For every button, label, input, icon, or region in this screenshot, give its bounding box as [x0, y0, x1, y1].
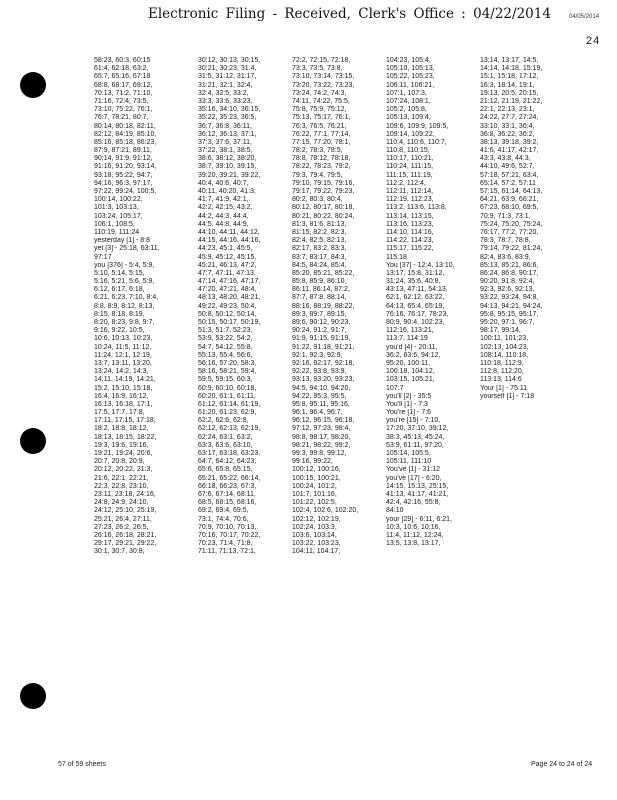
index-line: 73:10, 73:14, 73:15, — [292, 73, 355, 81]
index-line: 79:10, 79:15, 79:16, — [292, 179, 355, 187]
index-line: 82:4, 83:6, 83:9, — [480, 253, 531, 261]
index-line: 81:3, 81:6, 81:13, — [292, 220, 347, 228]
index-line: 107:1, 107:3, — [386, 89, 427, 97]
index-line: 79:14, 79:22, 81:24, — [480, 245, 543, 253]
index-line: 100:11, 101:23, — [480, 335, 529, 343]
index-line: yesterday [1] - 8:8 — [94, 237, 151, 245]
filing-header: Electronic Filing - Received, Clerk's Office : 04/22/2014 — [148, 6, 551, 22]
index-line: 17:20, 37:10, 39:12, — [386, 425, 449, 433]
index-line: 13:17, 15:8, 31:12, — [386, 269, 445, 277]
index-column-3 — [292, 57, 392, 556]
index-line: 73:1, 74:4, 70:6, — [198, 515, 249, 523]
index-line: 23:11, 23:18, 24:16, — [94, 490, 156, 498]
index-line: 30:1, 30:7, 30:8, — [94, 548, 145, 556]
index-line: 76:7, 78:21, 80:7, — [94, 114, 149, 122]
index-line: 42:2, 42:15, 43:2, — [198, 204, 253, 212]
index-column-5 — [480, 57, 580, 401]
index-line: 90:20, 91:8, 92:4, — [480, 278, 535, 286]
index-line: 79:17, 79:22, 79:23, — [292, 188, 355, 195]
index-line: 68:5, 68:15, 68:16, — [198, 499, 257, 507]
index-line: 108:14, 110:18, — [480, 351, 529, 359]
index-line: 105:13, 109:4, — [386, 114, 431, 122]
index-line: 19:3, 19:6, 19:16, — [94, 441, 149, 449]
index-line: 115:18 — [386, 253, 407, 261]
index-line: 78:22, 78:23, 79:2, — [292, 163, 351, 171]
index-line: 35:22, 35:23, 36:5, — [198, 114, 257, 122]
index-line: 37:22, 38:1, 38:5, — [198, 147, 253, 155]
index-line: 33:3, 33:6, 33:23, — [198, 97, 253, 105]
index-line: 16:3, 18:14, 19:1, — [480, 81, 535, 89]
index-line: 65:14, 57:2, 57:11 — [480, 179, 536, 187]
index-line: 50:8, 50:12, 50:14, — [198, 310, 257, 318]
index-line: 80:2, 80:3, 80:4, — [292, 196, 343, 204]
index-line: 16:4, 16:9, 16:12, — [94, 392, 149, 400]
index-line: 85:16, 85:18, 86:23, — [94, 138, 157, 146]
index-line: 41:7, 41:9, 42:1, — [198, 196, 249, 204]
index-line: 11:4, 11:12, 12:24, — [386, 531, 444, 539]
index-line: 44:15, 44:16, 44:16, — [198, 237, 261, 245]
index-line: 105:22, 105:23, — [386, 73, 435, 81]
index-line: 80:12, 80:17, 80:18, — [292, 204, 355, 212]
index-line: You [37] - 12:4, 13:10, — [386, 261, 455, 269]
index-line: 49:22, 49:23, 50:4, — [198, 302, 257, 310]
index-line: 82:12, 84:19, 85:10, — [94, 130, 157, 138]
index-line: 31:5, 31:12, 31:17, — [198, 73, 257, 81]
index-line: 13:5, 13:8, 13:17, — [386, 540, 441, 548]
index-line: 70:23, 71:4, 71:8, — [198, 540, 253, 548]
index-line: 91:9, 91:15, 91:19, — [292, 335, 351, 343]
index-line: 8:8, 8:9, 8:12, 8:13, — [94, 302, 155, 310]
index-line: 20:12, 20:22, 21:3, — [94, 466, 153, 474]
index-line: 112:19, 112:23, — [386, 196, 434, 204]
index-line: 19:21, 19:24, 20:6, — [94, 450, 153, 457]
index-line: 10:6, 10:13, 10:23, — [94, 335, 153, 343]
index-line: 92:16, 92:17, 92:18, — [292, 359, 355, 367]
index-line: 95:8, 95:15, 95:17, — [480, 310, 539, 318]
index-line: 6:12, 6:17, 6:18, — [94, 286, 145, 294]
index-line: 80:9, 90:4, 102:23, — [386, 319, 445, 326]
index-line: 61:4, 62:18, 63:2, — [94, 65, 149, 73]
index-line: 62:24, 63:1, 63:2, — [198, 433, 253, 441]
index-line: 61:12, 61:14, 61:19, — [198, 400, 261, 408]
index-line: you've [17] - 6:20, — [386, 474, 442, 482]
date-stamp: 04/05/2014 — [569, 14, 600, 20]
index-line: 83:7, 83:17, 84:3, — [292, 253, 347, 261]
index-line: 37:3, 37:6, 37:11, — [198, 138, 252, 146]
index-line: 66:18, 66:23, 67:3, — [198, 482, 257, 490]
index-line: 73:3, 73:5, 73:8, — [292, 65, 343, 73]
index-line: 36:7, 36:8, 36:11, — [198, 122, 252, 130]
index-line: 36:8, 36:22, 36:2, — [480, 130, 535, 138]
sheet-count: 57 of 59 sheets — [58, 761, 106, 768]
index-line: 102:13, 104:23, — [480, 343, 529, 351]
index-line: 14:15, 15:13, 25:15, — [386, 482, 449, 490]
index-line: 112:11, 112:14, — [386, 188, 434, 195]
index-line: 74:11, 74:22, 75:5, — [292, 97, 350, 105]
index-line: 30:12, 30:13, 30:15, — [198, 57, 261, 64]
index-line: 100:14, 100:22, — [94, 196, 143, 204]
index-line: 35:16, 34:10, 36:15, — [198, 106, 261, 114]
index-line: 110:24, 111:15, — [386, 163, 434, 171]
index-line: 13:7, 13:11, 13:20, — [94, 359, 152, 367]
index-line: 64:13, 65:4, 65:19, — [386, 302, 445, 310]
index-line: 86:24, 86:8, 90:17, — [480, 269, 539, 277]
index-line: 90:24, 91:2, 91:7, — [292, 327, 347, 335]
index-line: 13:14, 13:17, 14:5, — [480, 57, 539, 64]
index-line: 21:12, 21:19, 21:22, — [480, 97, 543, 105]
index-line: 78:8, 78:12, 78:18, — [292, 155, 351, 163]
index-line: 64:7, 64:12, 64:23, — [198, 458, 257, 466]
index-column-2 — [198, 57, 298, 556]
index-line: 36:2, 63:6, 94:12, — [386, 351, 441, 359]
index-line: 57:18, 57:21, 63:4, — [480, 171, 539, 179]
index-line: 97:17 — [94, 253, 112, 261]
index-line: 8:15, 8:18, 8:19, — [94, 310, 145, 318]
index-line: 98:17, 99:14, — [480, 327, 521, 335]
index-line: 65:21, 65:22, 66:14, — [198, 474, 261, 482]
index-line: 47:14, 47:16, 47:17, — [198, 278, 261, 286]
index-line: 97:12, 97:23, 98:4, — [292, 425, 351, 433]
index-line: 43:3, 43:8, 44:3, — [480, 155, 531, 163]
index-line: 38:7, 39:10, 39:15, — [198, 163, 257, 171]
index-line: 99:16, 99:22, — [292, 458, 333, 466]
index-line: 113:16, 113:23, — [386, 220, 434, 228]
index-line: 9:16, 9:22, 10:5, — [94, 327, 145, 335]
index-line: 94:5, 94:10, 94:20, — [292, 384, 351, 392]
index-line: 45:21, 46:13, 47:2, — [198, 261, 257, 269]
index-line: 65:6, 65:8, 65:15, — [198, 466, 253, 474]
index-line: 63:3, 63:6, 63:10, — [198, 441, 253, 449]
index-line: 101:3, 103:13, — [94, 204, 139, 212]
index-line: 109:6, 109:9, 109:5, — [386, 122, 449, 130]
index-line: 54:7, 54:12, 55:8, — [198, 343, 253, 351]
index-line: 98:8, 98:17, 98:20, — [292, 433, 351, 441]
index-line: 70:16, 70:17, 70:22, — [198, 531, 261, 539]
index-line: 72:2, 72:15, 72:18, — [292, 57, 351, 64]
index-line: 19:13, 20:5, 20:15, — [480, 89, 539, 97]
index-line: 101:7, 101:16, — [292, 490, 337, 498]
index-line: 44:5, 44:8, 44:9, — [198, 220, 249, 228]
index-line: 38:3, 45:13, 45:24, — [386, 433, 445, 441]
index-line: 63:17, 63:18, 63:23, — [198, 450, 261, 457]
index-line: 114:10, 114:16, — [386, 228, 434, 236]
index-line: 5:10, 5:14, 5:15, — [94, 269, 145, 277]
page-range: Page 24 to 24 of 24 — [531, 761, 593, 768]
index-line: 64:21, 63:9, 66:21, — [480, 196, 539, 204]
index-line: 67:23, 68:10, 69:5, — [480, 204, 539, 212]
index-line: 24:22, 27:7, 27:24, — [480, 114, 539, 122]
index-line: you'd [4] - 20:11, — [386, 343, 438, 351]
index-line: 102:24, 103:3, — [292, 523, 337, 531]
index-line: 104:23, 105:4, — [386, 57, 431, 64]
index-column-1 — [94, 57, 194, 556]
index-line: 73:10, 75:22, 76:1, — [94, 106, 153, 114]
index-line: your [29] - 6:11, 6:21, — [386, 515, 453, 523]
index-line: 41:13, 41:17, 41:21, — [386, 490, 449, 498]
index-line: 44:23, 45:1, 45:5, — [198, 245, 253, 253]
index-line: 85:8, 85:9, 86:10, — [292, 278, 347, 286]
index-line: 112:8, 112:20, — [480, 368, 524, 376]
index-line: 76:3, 76:5, 76:21, — [292, 122, 347, 130]
index-line: 45:9, 45:12, 45:15, — [198, 253, 257, 261]
index-line: 95:20, 100:11, — [386, 359, 431, 367]
index-line: 80:21, 80:22, 80:24, — [292, 212, 355, 220]
index-line: 43:13, 47:11, 54:13, — [386, 286, 448, 294]
index-line: 15:2, 15:10, 15:18, — [94, 384, 153, 392]
index-line: 110:19, 111:24 — [94, 228, 140, 236]
index-line: 110:4, 110:6, 110:7, — [386, 138, 447, 146]
index-line: 62:1, 62:12, 63:22, — [386, 294, 445, 302]
index-line: 107:7 — [386, 384, 404, 392]
index-line: 67:6, 67:14, 68:11, — [198, 490, 256, 498]
index-line: 110:17, 110:21, — [386, 155, 434, 163]
index-line: you'll [2] - 35:5 — [386, 392, 432, 400]
index-line: 58:16, 58:21, 59:4, — [198, 368, 257, 376]
index-line: 57:15, 61:14, 64:13, — [480, 188, 543, 195]
binder-hole-bottom — [20, 683, 46, 709]
index-line: 14:14, 14:18, 15:19, — [480, 65, 543, 73]
index-line: 106:1, 108:5, — [94, 220, 135, 228]
index-line: 93:13, 93:20, 93:23, — [292, 376, 355, 384]
index-line: You'll [1] - 7:3 — [386, 400, 428, 408]
index-line: 95:8, 95:11, 95:16, — [292, 400, 350, 408]
index-line: 18:13, 18:15, 18:22, — [94, 433, 157, 441]
index-line: 98:21, 98:22, 99:2, — [292, 441, 351, 449]
index-line: 40:4, 40:6, 40:7, — [198, 179, 249, 187]
index-line: 65:7, 65:16, 67:18 — [94, 73, 151, 81]
index-line: 113:14, 113:15, — [386, 212, 434, 220]
index-line: 20:7, 20:8, 20:9, — [94, 458, 145, 466]
index-line: 25:21, 26:4, 27:11, — [94, 515, 152, 523]
index-line: 39:20, 39:21, 39:22, — [198, 171, 261, 179]
index-line: 62:2, 62:6, 62:8, — [198, 417, 249, 425]
index-line: 10:3, 10:6, 10:16, — [386, 523, 441, 531]
index-line: 27:23, 26:2, 26:5, — [94, 523, 149, 531]
index-line: 105:10, 105:13, — [386, 65, 435, 73]
index-line: 93:22, 93:24, 94:8, — [480, 294, 539, 302]
index-line: 33:10, 33:1, 36:4, — [480, 122, 535, 130]
index-line: 88:16, 88:19, 88:22, — [292, 302, 355, 310]
index-line: 92:3, 92:6, 92:13, — [480, 286, 535, 294]
index-line: 6:21, 6:23, 7:10, 8:4, — [94, 294, 159, 302]
index-line: 70:9, 71:3, 73:1, — [480, 212, 531, 220]
index-line: 71:16, 72:4, 73:5, — [94, 97, 149, 105]
index-line: 90:14, 91:9, 91:12, — [94, 155, 153, 163]
index-line: 114:22, 114:23, — [386, 237, 434, 245]
index-line: 96:1, 96:4, 96:7, — [292, 409, 343, 417]
index-line: 15:1, 15:18, 17:12, — [480, 73, 539, 81]
index-line: 101:22, 102:5, — [292, 499, 337, 507]
index-line: 42:4, 42:16, 55:8, — [386, 499, 441, 507]
index-line: 47:7, 47:11, 47:13, — [198, 269, 256, 277]
index-line: 85:20, 85:21, 85:22, — [292, 269, 355, 277]
index-line: 71:11, 71:13, 72:1, — [198, 548, 256, 556]
index-line: 70:13, 71:2, 71:10, — [94, 89, 153, 97]
index-line: 82:17, 83:2, 83:3, — [292, 245, 347, 253]
index-line: 30:21, 30:23, 31:4, — [198, 65, 257, 73]
index-line: 100:15, 100:21, — [292, 474, 341, 482]
index-line: 53:9, 61:11, 97:20, — [386, 441, 444, 449]
index-line: 8:20, 8:23, 9:8, 9:7, — [94, 319, 155, 326]
index-line: yourself [1] - 7:18 — [480, 392, 535, 400]
index-line: 102:4, 102:6, 102:20, — [292, 507, 359, 515]
index-line: 112:2, 112:4, — [386, 179, 426, 187]
index-line: 113:2, 113:6, 113:8, — [386, 204, 447, 212]
index-line: 92:22, 93:8, 93:9, — [292, 368, 347, 376]
index-line: 73:20, 73:22, 73:23, — [292, 81, 355, 89]
index-line: 106:11, 106:21, — [386, 81, 435, 89]
index-line: 87:7, 87:8, 88:14, — [292, 294, 347, 302]
index-line: 112:16, 113:21, — [386, 327, 434, 335]
index-line: 68:8, 68:17, 69:12, — [94, 81, 153, 89]
index-line: 47:20, 47:21, 48:4, — [198, 286, 257, 294]
index-line: You've [1] - 31:12 — [386, 466, 441, 474]
index-line: 94:22, 95:3, 95:5, — [292, 392, 347, 400]
index-line: 10:24, 11:5, 11:12, — [94, 343, 152, 351]
index-line: Your [1] - 75:11 — [480, 384, 528, 392]
index-line: 60:20, 61:1, 61:11, — [198, 392, 256, 400]
index-line: 78:3, 78:7, 78:8, — [480, 237, 531, 245]
index-line: 16:13, 16:18, 17:1, — [94, 400, 153, 408]
index-line: 99:3, 99:8, 99:12, — [292, 450, 347, 457]
index-line: 76:17, 77:2, 77:20, — [480, 228, 539, 236]
index-line: 38:13, 39:18, 39:2, — [480, 138, 539, 146]
index-line: 21:6, 22:1, 22:21, — [94, 474, 149, 482]
index-line: 103:6, 103:14, — [292, 531, 337, 539]
index-line: 113:13, 114:6 — [480, 376, 522, 384]
index-line: 103:15, 105:21, — [386, 376, 435, 384]
index-line: 38:6, 38:12, 38:20, — [198, 155, 257, 163]
index-line: 26:16, 26:18, 28:21, — [94, 531, 157, 539]
index-line: 79:3, 79:4, 79:5, — [292, 171, 343, 179]
index-line: 107:24, 108:1, — [386, 97, 431, 105]
index-line: 32:4, 32:5, 33:2, — [198, 89, 249, 97]
index-line: 110:8, 110:15, — [386, 147, 430, 155]
index-line: 80:14, 80:18, 82:11, — [94, 122, 156, 130]
index-line: you're [15] - 7:10, — [386, 417, 441, 425]
index-line: 70:9, 70:10, 70:13, — [198, 523, 257, 531]
index-line: 92:1, 92:3, 92:9, — [292, 351, 343, 359]
index-line: 100:24, 101:2, — [292, 482, 337, 490]
index-line: 36:12, 36:13, 37:1, — [198, 130, 257, 138]
index-line: 41:6, 41:17, 42:17, — [480, 147, 539, 155]
index-line: 105:11, 111:10 — [386, 458, 432, 466]
index-line: 62:12, 62:13, 62:19, — [198, 425, 261, 433]
index-line: 17:5, 17:7, 17:8, — [94, 409, 145, 417]
index-line: 104:11, 104:17, — [292, 548, 341, 556]
index-line: 76:16, 76:17, 78:23, — [386, 310, 449, 318]
index-line: you [376] - 5:4, 5:9, — [94, 261, 155, 269]
index-line: 82:4, 82:5, 82:13, — [292, 237, 347, 245]
index-line: 22:3, 22:8, 23:10, — [94, 482, 149, 490]
index-line: 113:7, 114:19 — [386, 335, 428, 343]
index-line: 111:15, 111:19, — [386, 171, 433, 179]
index-line: 5:16, 5:21, 5:6, 5:9, — [94, 278, 155, 286]
index-line: 75:13, 75:17, 76:1, — [292, 114, 351, 122]
index-line: 13:24, 14:2, 14:3, — [94, 368, 149, 376]
index-line: 86:11, 86:14, 87:2, — [292, 286, 350, 294]
index-line: 78:2, 78:3, 78:5, — [292, 147, 343, 155]
index-line: 87:9, 87:21, 89:11, — [94, 147, 152, 155]
index-line: 44:10, 49:6, 52:7, — [480, 163, 535, 171]
index-line: 44:10, 44:11, 44:12, — [198, 228, 260, 236]
index-line: 14:11, 14:19, 14:21, — [94, 376, 156, 384]
index-line: 69:2, 69:4, 69:5, — [198, 507, 249, 515]
index-line: 50:15, 50:17, 50:19, — [198, 319, 261, 326]
index-line: 75:8, 75:9, 75:12, — [292, 106, 347, 114]
index-line: 89:6, 90:12, 90:23, — [292, 319, 351, 326]
index-line: 115:17, 115:22, — [386, 245, 434, 253]
index-line: 77:15, 77:20, 78:1, — [292, 138, 351, 146]
index-line: 56:16, 57:20, 58:3, — [198, 359, 257, 367]
index-line: 11:24, 12:1, 12:19, — [94, 351, 152, 359]
index-line: 55:13, 55:4, 56:6, — [198, 351, 253, 359]
index-line: 91:22, 91:18, 91:21, — [292, 343, 355, 351]
index-line: 59:5, 59:15, 60:3, — [198, 376, 253, 384]
index-line: 60:9, 60:10, 60:18, — [198, 384, 257, 392]
index-line: 44:2, 44:3, 44:4, — [198, 212, 249, 220]
index-line: 95:20, 97:1, 96:7, — [480, 319, 535, 326]
binder-hole-middle — [20, 428, 46, 454]
index-line: 100:12, 100:16, — [292, 466, 341, 474]
index-line: 76:22, 77:1, 77:14, — [292, 130, 351, 138]
index-line: 31:21, 32:1, 32:4, — [198, 81, 253, 89]
index-line: 103:22, 103:23, — [292, 540, 341, 548]
index-line: 100:18, 104:12, — [386, 368, 435, 376]
index-column-4 — [386, 57, 486, 548]
index-line: 97:22, 99:24, 100:5, — [94, 188, 157, 195]
index-line: 40:11, 40:20, 41:3, — [198, 188, 256, 195]
index-line: 105:14, 105:5, — [386, 450, 431, 457]
index-line: 94:13, 94:21, 94:24, — [480, 302, 543, 310]
index-line: 24:12, 25:10, 25:19, — [94, 507, 157, 515]
index-line: 84:10 — [386, 507, 404, 515]
index-line: 61:20, 61:23, 62:9, — [198, 409, 257, 417]
index-line: 84:5, 84:24, 85:4, — [292, 261, 347, 269]
index-line: 103:24, 105:17, — [94, 212, 143, 220]
page-number: 24 — [586, 35, 601, 47]
index-line: You're [1] - 7:6 — [386, 409, 432, 417]
index-line: 24:8, 24:9, 24:10, — [94, 499, 149, 507]
index-line: 94:16, 96:3, 97:17, — [94, 179, 153, 187]
index-line: 91:16, 91:20, 93:14, — [94, 163, 157, 171]
index-line: 75:24, 75:20, 75:24, — [480, 220, 543, 228]
index-line: 102:12, 102:19, — [292, 515, 341, 523]
index-line: 85:13, 85:21, 86:6, — [480, 261, 539, 269]
index-line: 73:24, 74:2, 74:3, — [292, 89, 347, 97]
index-line: 109:14, 109:22, — [386, 130, 435, 138]
index-line: 51:3, 51:7, 52:23, — [198, 327, 253, 335]
index-line: 93:18, 95:22, 94:7, — [94, 171, 153, 179]
index-line: 58:23, 60:3, 60:15 — [94, 57, 151, 64]
index-line: 18:2, 18:8, 18:12, — [94, 425, 149, 433]
binder-hole-top — [20, 72, 46, 98]
index-line: 110:18, 112:9, — [480, 359, 524, 367]
index-line: yet [3] - 25:18, 63:11, — [94, 245, 160, 253]
index-line: 17:11, 17:15, 17:18, — [94, 417, 156, 425]
index-line: 105:2, 105:8, — [386, 106, 427, 114]
index-line: 29:17, 29:21, 29:22, — [94, 540, 157, 548]
index-line: 31:24, 35:6, 40:8, — [386, 278, 441, 286]
index-line: 81:15, 82:2, 82:3, — [292, 228, 347, 236]
index-line: 22:1, 22:13, 23:1, — [480, 106, 535, 114]
index-line: 53:9, 53:22, 54:2, — [198, 335, 253, 343]
index-line: 48:13, 48:20, 48:21, — [198, 294, 261, 302]
index-line: 96:12, 96:15, 96:18, — [292, 417, 355, 425]
index-line: 89:3, 89:7, 89:15, — [292, 310, 347, 318]
